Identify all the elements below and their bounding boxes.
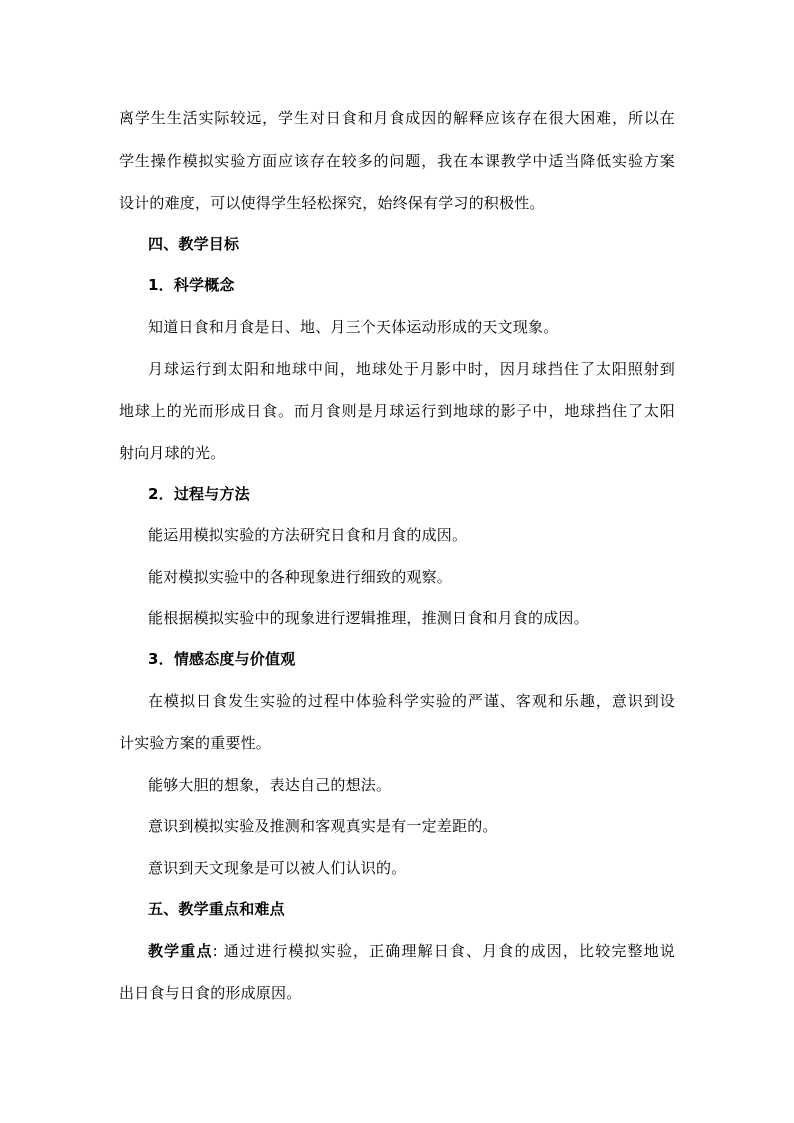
- body-text-line: 计实验方案的重要性。: [119, 734, 272, 752]
- key-point-text: : 通过进行模拟实验，正确理解日食、月食的成因，比较完整地说: [212, 942, 675, 960]
- subsection-heading: 3．情感态度与价值观: [148, 650, 296, 668]
- list-item: 意识到天文现象是可以被人们认识的。: [148, 859, 407, 877]
- list-item: 能对模拟实验中的各种现象进行细致的观察。: [148, 568, 453, 586]
- list-item: 能够大胆的想象，表达自己的想法。: [148, 776, 392, 794]
- list-item: 能根据模拟实验中的现象进行逻辑推理，推测日食和月食的成因。: [148, 609, 589, 627]
- body-text-line: 射向月球的光。: [119, 444, 226, 462]
- body-paragraph: 知道日食和月食是日、地、月三个天体运动形成的天文现象。: [148, 318, 559, 336]
- section-heading: 四、教学目标: [148, 235, 240, 253]
- body-text-line: 学生操作模拟实验方面应该存在较多的问题，我在本课教学中适当降低实验方案: [119, 152, 675, 170]
- body-text-line: 离学生生活实际较远，学生对日食和月食成因的解释应该存在很大困难，所以在: [119, 109, 675, 127]
- body-text-line: 月球运行到太阳和地球中间，地球处于月影中时，因月球挡住了太阳照射到: [148, 360, 675, 378]
- key-point-line: [148, 941, 675, 961]
- body-text-line: 在模拟日食发生实验的过程中体验科学实验的严谨、客观和乐趣，意识到设: [148, 692, 675, 710]
- subsection-heading: 2．过程与方法: [148, 485, 250, 503]
- list-item: 能运用模拟实验的方法研究日食和月食的成因。: [148, 526, 468, 544]
- body-text-line: 设计的难度，可以使得学生轻松探究，始终保有学习的积极性。: [119, 194, 545, 212]
- section-heading: 五、教学重点和难点: [148, 900, 285, 918]
- list-item: 意识到模拟实验及推测和客观真实是有一定差距的。: [148, 817, 498, 835]
- key-point-label: 教学重点: [148, 942, 213, 960]
- body-text-line: 出日食与日食的形成原因。: [119, 984, 302, 1002]
- subsection-heading: 1．科学概念: [148, 276, 235, 294]
- body-text-line: 地球上的光而形成日食。而月食则是月球运行到地球的影子中，地球挡住了太阳: [119, 402, 675, 420]
